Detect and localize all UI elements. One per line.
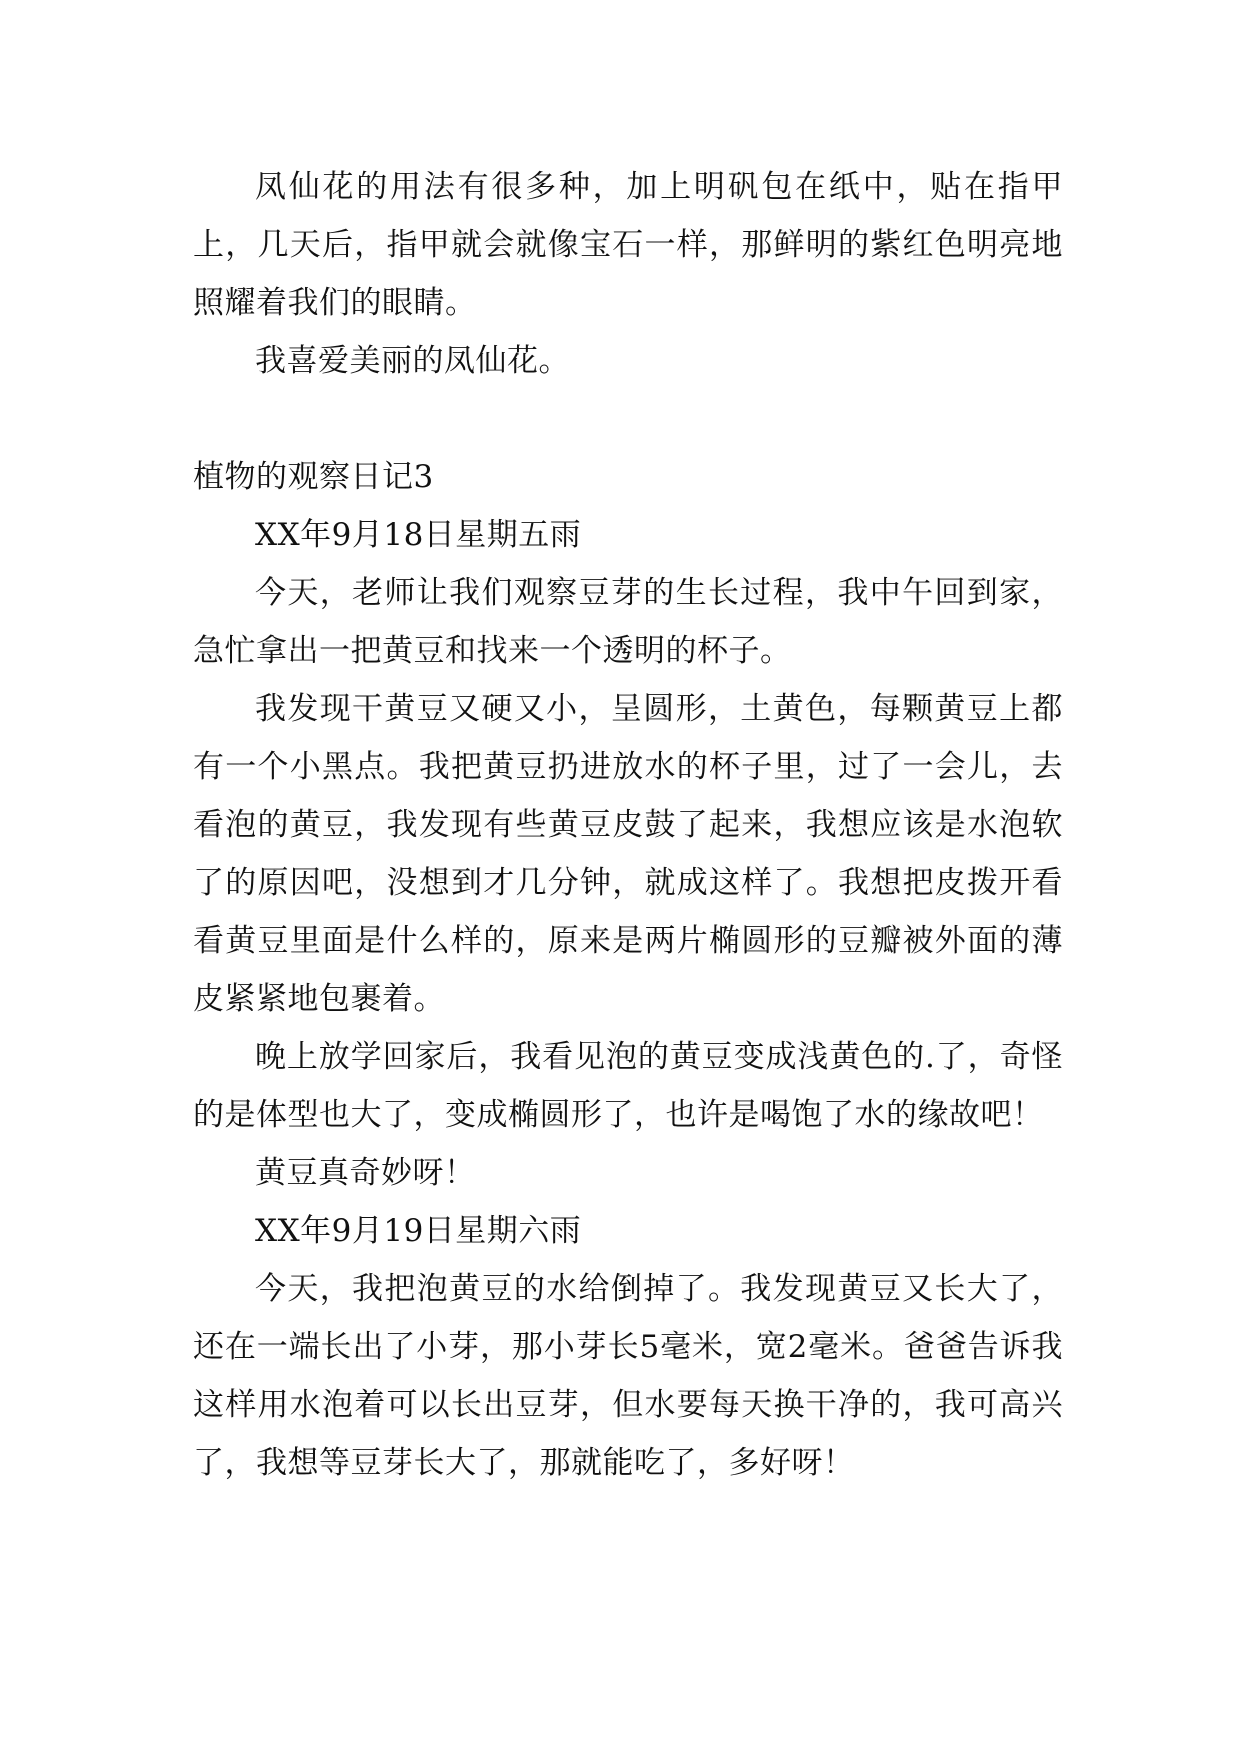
paragraph-love-fengxianhua: 我喜爱美丽的凤仙花。 [255, 343, 570, 379]
paragraph-fengxianhua-uses: 凤仙花的用法有很多种，加上明矾包在纸中，贴在指甲上，几天后，指甲就会就像宝石一样，那鲜明的紫红色明亮地照耀着我们的眼睛。 [193, 169, 1063, 321]
document-body [193, 158, 1063, 1492]
paragraph-exclaim: 黄豆真奇妙呀！ [255, 1155, 476, 1191]
diary-date-1: XX年9月18日星期五雨 [255, 517, 582, 553]
diary-date-2: XX年9月19日星期六雨 [255, 1213, 582, 1249]
paragraph-teacher-task: 今天，老师让我们观察豆芽的生长过程，我中午回到家，急忙拿出一把黄豆和找来一个透明的杯子。 [193, 575, 1063, 669]
section-title: 植物的观察日记3 [193, 459, 434, 495]
paragraph-evening: 晚上放学回家后，我看见泡的黄豆变成浅黄色的.了，奇怪的是体型也大了，变成椭圆形了，也许是喝饱了水的缘故吧！ [193, 1039, 1063, 1133]
paragraph-sprout: 今天，我把泡黄豆的水给倒掉了。我发现黄豆又长大了，还在一端长出了小芽，那小芽长5毫米，宽2毫米。爸爸告诉我这样用水泡着可以长出豆芽，但水要每天换干净的，我可高兴了，我想等豆芽长大了，那就能吃了，多好呀！ [193, 1271, 1063, 1481]
paragraph-dry-beans: 我发现干黄豆又硬又小，呈圆形，土黄色，每颗黄豆上都有一个小黑点。我把黄豆扔进放水的杯子里，过了一会儿，去看泡的黄豆，我发现有些黄豆皮鼓了起来，我想应该是水泡软了的原因吧，没想到才几分钟，就成这样了。我想把皮拨开看看黄豆里面是什么样的，原来是两片椭圆形的豆瓣被外面的薄皮紧紧地包裹着。 [193, 691, 1063, 1017]
